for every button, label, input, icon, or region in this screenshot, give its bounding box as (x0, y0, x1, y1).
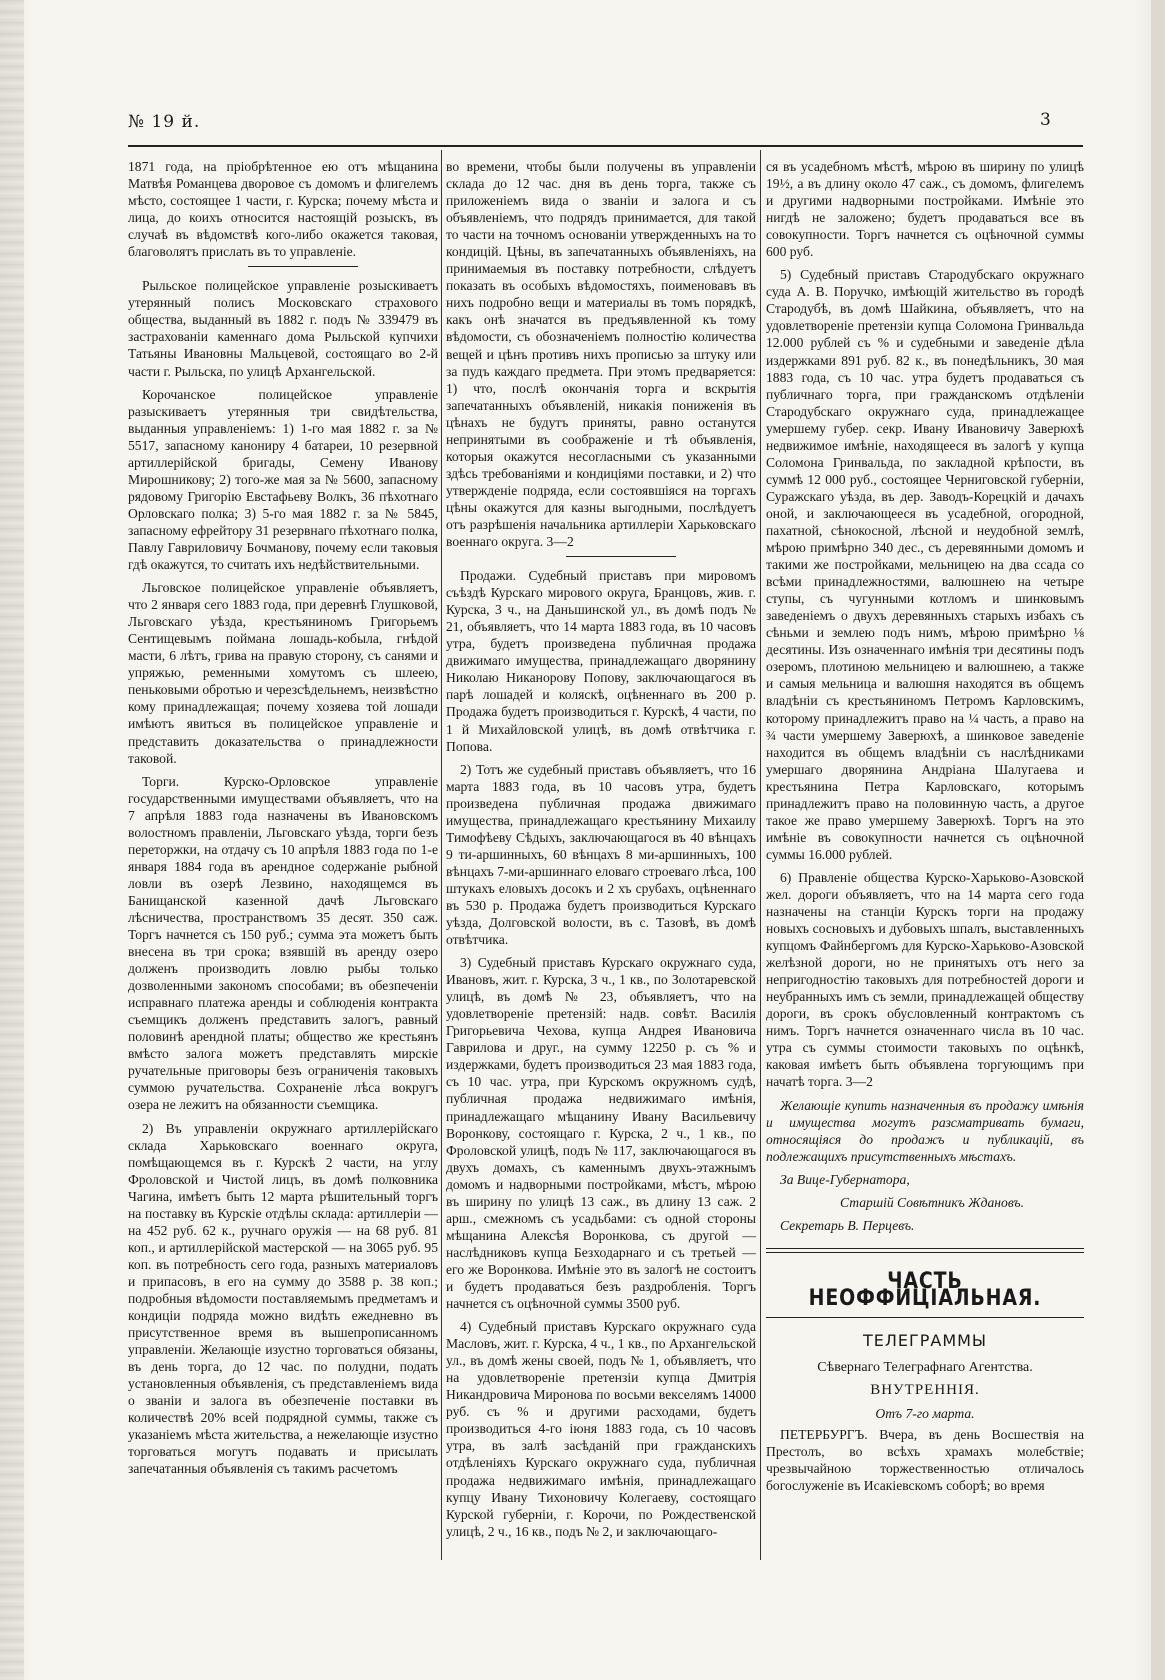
separator (566, 556, 676, 557)
page-left-edge (0, 0, 24, 1680)
announcement: 6) Правленіе общества Курско-Харьково-Азовской жел. дороги объявляетъ, что на 14 марта сего года назначены на станціи Курскъ торги на продажу новыхъ сосновыхъ и дубовыхъ шпалъ, выставленныхъ купцомъ Файнбергомъ для Курско-Харьково-Азовской желѣзной дороги, но не принятыхъ отъ него за непригодностію таковыхъ для потребностей дороги и неубранныхъ имъ съ земли, принадлежащей обществу дороги, въ срокъ обусловленный контрактомъ съ нимъ. Торгъ начнется означеннаго числа въ 10 час. утра съ суммы стоимости таковыхъ по оцѣнкѣ, каковая имѣетъ быть объявлена торгующимъ при начатѣ торга. 3—2 (766, 869, 1084, 1090)
column-divider (760, 150, 761, 1560)
issue-number: № 19 й. (128, 112, 201, 132)
column-divider (441, 150, 442, 1560)
column-right (766, 158, 1084, 1558)
announcement: 3) Судебный приставъ Курскаго окружнаго суда, Ивановъ, жит. г. Курска, 3 ч., 1 кв., по Золотаревской улицѣ, въ домѣ № 23, объявляетъ, что на удовлетвореніе претензій: надв. совѣт. Василія Григорьевича Чехова, купца Андрея Ивановича Гаврилова и друг., на сумму 12250 р. съ % и издержками, будетъ производиться 23 мая 1883 года, съ 10 час. утра, при Курскомъ окружномъ судѣ, публичная продажа недвижимаго имѣнія, принадлежащаго мѣщанину Ивану Васильевичу Воронкову, состоящаго г. Курска, 2 ч., 1 кв., по Фроловской улицѣ, подъ № 117, заключающагося въ двухъ домахъ, съ каменнымъ двухъ-этажнымъ домомъ и надворными постройками, мѣстъ, мѣрою въ ширину по улицѣ 13 саж., въ длину 13 саж. 2 арш., смежномъ съ усадьбами: съ одной стороны мѣщанина Алексѣя Воронкова, съ другой — наслѣдниковъ купца Безходарнаго и съ третьей — его же Воронкова. Имѣніе это въ залогѣ не состоитъ и будетъ продаваться безъ раздробленія. Торгъ начнется съ оцѣночной суммы 3500 руб. (446, 955, 756, 1312)
announcement: Продажи. Судебный приставъ при мировомъ съѣздѣ Курскаго мирового округа, Бранцовъ, жив. г. Курска, 3 ч., на Даньшинской ул., въ домѣ подъ № 21, объявляетъ, что 14 марта 1883 года, въ 10 часовъ утра, будетъ произведена публичная продажа движимаго имущества, принадлежащаго дворянину Николаю Никанорову Попову, заключающагося въ парѣ лошадей и коляскѣ, оцѣненнаго въ 200 р. Продажа будетъ производиться г. Курскѣ, 4 части, по 1 й Михайловской улицѣ, въ домѣ отвѣтчика г. Попова. (446, 568, 756, 754)
telegram-date: Отъ 7-го марта. (875, 1406, 975, 1422)
page-number: 3 (1040, 110, 1051, 130)
announcement: 1871 года, на пріобрѣтенное ею отъ мѣщанина Матвѣя Романцева дворовое съ домомъ и флигелемъ мѣсто, состоящее 1 части, г. Курска; почему мѣста и лица, до коихъ относится настоящій розыскъ, въ случаѣ въ вѣдомствѣ кого-либо окажется таковая, благоволятъ прислать въ то управленіе. (128, 159, 438, 260)
announcement: во времени, чтобы были получены въ управленіи склада до 12 час. дня въ день торга, также съ приложеніемъ вида о званіи и залога и съ объявленіемъ, что подрядъ принимается, для такой то части на точномъ основаніи утвержденныхъ на то кондицій. Цѣны, въ запечатанныхъ объявленіяхъ, на принимаемыя въ поставку потребности, слѣдуетъ показать въ особыхъ вѣдомостяхъ, поименовавъ въ нихъ подробно вещи и материалы въ томъ порядкѣ, какъ онѣ значатся въ предъявленной къ тому вѣдомости, съ обозначеніемъ полностію количества вещей и цѣнъ противъ нихъ прописью за штуку или за пудъ каждаго предмета. При этомъ предваряется: 1) что, послѣ окончанія торга и вскрытія запечатанныхъ объявленій, никакія пониженія въ цѣнахъ не будутъ приняты, равно останутся непринятыми въ соображеніе и тѣ объявленія, которыя окажутся несогласными съ указанными здѣсь требованіями и кондиціями поставки, и 2) что утвержденіе подряда, если состоявшіяся на торгахъ цѣны окажутся для казны выгодными, послѣдуетъ отъ разрѣшенія начальника артиллеріи Харьковскаго военнаго округа. 3—2 (446, 159, 756, 550)
announcement: 5) Судебный приставъ Стародубскаго окружнаго суда А. В. Поручко, имѣющій жительство въ городѣ Стародубѣ, въ домѣ Шайкина, объявляетъ, что на удовлетвореніе претензіи купца Соломона Гринвальда 12.000 рублей съ % и судебными и заведеніе дѣла издержками 891 руб. 82 к., въ понедѣльникъ, 30 мая 1883 года, съ 10 час. утра будетъ продаваться съ публичнаго торга, при гражданскомъ отдѣленіи Стародубскаго окружнаго суда, принадлежащее умершему губер. секр. Ивану Ивановичу Заверюхѣ недвижимое имѣніе, находящееся въ залогѣ у купца Соломона Гринвальда, по закладной крѣпости, въ суммѣ 12 000 руб., состоящее Черниговской губерніи, Суражскаго уѣзда, въ дер. Заводъ-Корецкій и дачахъ оной, и заключающееся въ усадебной, огородной, пахатной, сѣнокосной, лѣсной и неудобной землѣ, мѣрою примѣрно 340 дес., съ деревянными домомъ и такими же постройками, мельницею на два ссада со всѣми принадлежностями, валюшнею на четыре ступы, съ чугунными котломъ и шинковымъ заведеніемъ о двухъ деревянныхъ старыхъ избахъ съ сѣньми и землею подъ нимъ, мѣрою примѣрно ⅛ десятины. Изъ означеннаго имѣнія три десятины подъ озеромъ, плотиною мельницею и валюшнею, а также и самыя мельница и валюшня находятся въ общемъ владѣніи съ крестьяниномъ Петромъ Карловскимъ, которому принадлежитъ право на ¼ часть, а право на ¾ части умершему Заверюхѣ, а шинковое заведеніе находится въ общемъ владѣніи съ наслѣдниками умершаго дворянина Андріана Шалугаева и крестьянина Петра Карловскаго, которымъ принадлежитъ право на половинную часть, а другое такое же право умершему Заверюхѣ. Торгъ на это имѣніе въ совокупности начнется съ оцѣночной суммы 16.000 рублей. (766, 267, 1084, 862)
signature-vice-governor: За Вице-Губернатора, (780, 1171, 910, 1187)
header-rule (128, 145, 1083, 147)
section-rule (766, 1317, 1084, 1318)
column-left (128, 158, 438, 1558)
telegram-text: ПЕТЕРБУРГЪ. Вчера, въ день Восшествія на Престолъ, во всѣхъ храмахъ молебствіе; чрезвычайною торжественностью отличалось богослуженіе въ Исакіевскомъ соборѣ; во время (766, 1427, 1084, 1494)
agency-name: Сѣвернаго Телеграфнаго Агентства. (817, 1360, 1033, 1375)
announcement: 4) Судебный приставъ Курскаго окружнаго суда Масловъ, жит. г. Курска, 4 ч., 1 кв., по Архангельской ул., въ домѣ жены своей, подъ № 1, объявляетъ, что на удовлетвореніе претензіи купца Дмитрія Никандровича Миронова по восьми векселямъ 14000 руб. съ % и другими расходами, будетъ производиться 4-го іюня 1883 года, съ 10 часовъ утра, въ залѣ засѣданій при гражданскихъ отдѣленіяхъ Курскаго окружнаго суда, публичная продажа недвижимаго имѣнія, принадлежащаго купцу Ивану Тихоновичу Колегаеву, состоящаго Курской губерніи, г. Корочи, по Рождественской улицѣ, 2 ч., 16 кв., подъ № 2, и заключающаго- (446, 1319, 756, 1539)
telegrams-heading: ТЕЛЕГРАММЫ (862, 1330, 988, 1350)
signature-councillor: Старшій Совѣтникъ Ждановъ. (839, 1194, 1024, 1210)
domestic-heading: ВНУТРЕННІЯ. (870, 1382, 980, 1399)
announcement: ся въ усадебномъ мѣстѣ, мѣрою въ ширину по улицѣ 19½, а въ длину около 47 саж., съ домомъ, флигелемъ и другими надворными постройками. Имѣніе это нигдѣ не заложено; будетъ продаваться все въ совокупности. Торгъ начнется съ оцѣночной суммы 600 руб. (766, 159, 1084, 260)
announcement: Корочанское полицейское управленіе разыскиваетъ утерянныя три свидѣтельства, выданныя управленіемъ: 1) 1-го мая 1882 г. за № 5517, запасному канониру 4 батареи, 10 резервной артиллерійской бригады, Семену Иванову Мирошникову; 2) того-же мая за № 5600, запасному рядовому Григорію Евстафьеву Волкъ, 36 пѣхотнаго Орловскаго полка; 3) 5-го мая 1882 г. за № 5845, запасному ефрейтору 31 резервнаго пѣхотнаго полка, Павлу Гавриловичу Бочманову, почему если таковыя гдѣ окажутся, то считать ихъ недѣйствительными. (128, 386, 438, 573)
page-right-edge (1151, 0, 1165, 1680)
announcement: Торги. Курско-Орловское управленіе государственными имуществами объявляетъ, что на 7 апрѣля 1883 года назначены въ Ивановскомъ волостномъ правленіи, Льговскаго уѣзда, торги безъ переторжки, на отдачу съ 10 апрѣля 1883 года по 1-е января 1884 года въ арендное содержаніе рыбной ловли въ озерѣ Лезвино, находящемся въ Банищанской казенной дачѣ Льговскаго лѣсничества, пространствомъ 35 десят. 350 саж. Торгъ начнется съ 150 руб.; сумма эта можетъ быть внесена въ три срока; взявшій въ аренду озеро долженъ производить ловлю рыбы только дозволенными закономъ способами; въ обезпеченіи исправнаго платежа аренды и соблюденія контракта съемщикъ долженъ представить залогъ, равный половинѣ арендной платы; общество же крестьянъ вмѣсто залога можетъ представлять мирскіе ручательные приговоры безъ ограниченія таковыхъ суммою ручательства. Сохраненіе лѣса вокругъ озера не лежитъ на обязанности съемщика. (128, 773, 438, 1113)
sale-notice: Желающіе купить назначенныя въ продажу имѣнія и имущества могутъ разсматривать бумаги, относящіяся до продажъ и публикацій, въ подлежащихъ присутственныхъ мѣстахъ. (766, 1097, 1084, 1164)
section-title: ЧАСТЬ НЕОФФИЦІАЛЬНАЯ. (808, 1268, 1042, 1311)
announcement: 2) Тотъ же судебный приставъ объявляетъ, что 16 марта 1883 года, въ 10 часовъ утра, будетъ произведена публичная продажа движимаго имущества, принадлежащаго крестьянину Михаилу Тимофѣеву Сѣдыхъ, заключающагося въ 40 вѣнцахъ 9 ти-аршинныхъ, 60 вѣнцахъ 8 ми-аршинныхъ, 100 вѣнцахъ 7-ми-аршиннаго еловаго строеваго лѣса, 100 штукахъ еловыхъ досокъ и 2 хъ срубахъ, оцѣненнаго въ 530 р. Продажа будетъ производиться Курскаго уѣзда, Долговской волости, въ с. Тазовѣ, въ домѣ отвѣтчика. (446, 761, 756, 948)
announcement: Рыльское полицейское управленіе розыскиваетъ утерянный полисъ Московскаго страхового общества, выданный въ 1882 г. подъ № 339479 въ застрахованіи каменнаго дома Рыльской купчихи Татьяны Ивановны Мальцевой, состоящаго во 2-й части г. Рыльска, по улицѣ Архангельской. (128, 278, 438, 379)
column-middle (446, 158, 756, 1558)
announcement: 2) Въ управленіи окружнаго артиллерійскаго склада Харьковскаго военнаго округа, помѣщающемся въ г. Курскѣ 2 части, на углу Фроловской и Чистой лицъ, въ домѣ полковника Чагина, имѣетъ быть 12 марта рѣшительный торгъ на поставку въ Курскіе отдѣлы склада: артиллеріи — на 452 руб. 62 к., ручнаго оружія — на 68 руб. 81 коп., и артиллерійской мастерской — на 3065 руб. 95 коп. въ потребность сего года, разныхъ материаловъ и припасовъ, в его на сумму до 3588 р. 38 коп.; подробныя вѣдомости поставляемымъ предметамъ и кондиціи подряда можно видѣть ежедневно въ присутственное время въ вышепрописанномъ управленіи. Желающіе изустно торговаться обязаны, въ день торга, до 12 час. по полудни, подать установленныя объявленія, съ представленіемъ вида о званіи и залога въ обезпеченіе поставки въ количествѣ 20% всей подрядной суммы, также съ указаніемъ мѣста жительства, а нежелающіе изустно торговаться могутъ подавать и присылать запечатанныя объявленія съ такимъ расчетомъ (128, 1120, 438, 1477)
announcement: Льговское полицейское управленіе объявляетъ, что 2 января сего 1883 года, при деревнѣ Глушковой, Льговскаго уѣзда, крестьяниномъ Григорьемъ Сентищевымъ поймана лошадь-кобыла, гнѣдой масти, 6 лѣтъ, грива на правую сторону, съ санями и упряжью, ременными хомутомъ съ шлеею, пеньковыми обротью и черезсѣдельнемъ, неизвѣстно кому принадлежащая; почему хозяева той лошади имѣютъ явиться въ полицейское управленіе и представить доказательства о принадлежности таковой. (128, 580, 438, 766)
section-double-rule (766, 1248, 1084, 1253)
signature-secretary: Секретарь В. Перцевъ. (780, 1217, 915, 1233)
separator (248, 266, 358, 267)
